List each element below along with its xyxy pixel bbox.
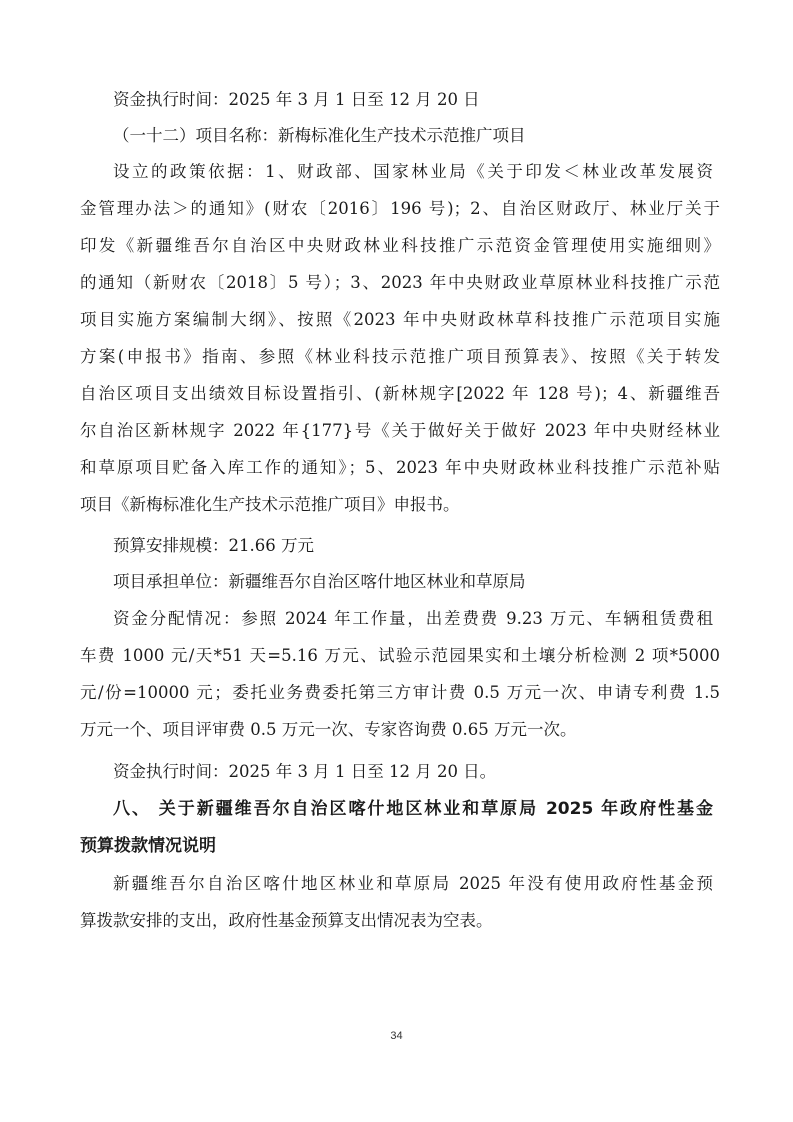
policy-basis-line: 项目《新梅标准化生产技术示范推广项目》申报书。	[80, 495, 460, 514]
fund-allocation-line: 元/份=10000 元；委托业务费委托第三方审计费 0.5 万元一次、申请专利费 1.5	[80, 683, 720, 702]
section-8-heading: 八、 关于新疆维吾尔自治区喀什地区林业和草原局 2025 年政府性基金	[113, 799, 713, 819]
policy-basis-line: 尔自治区新林规字 2022 年{177}号《关于做好关于做好 2023 年中央财经林业	[80, 421, 720, 440]
policy-basis-line: 和草原项目贮备入库工作的通知》；5、2023 年中央财政林业科技推广示范补贴	[80, 458, 720, 477]
fund-allocation-line: 资金分配情况：参照 2024 年工作量，出差费费 9.23 万元、车辆租赁费租	[113, 609, 713, 628]
section-8-heading: 预算拨款情况说明	[80, 836, 216, 856]
section-8-body-line: 新疆维吾尔自治区喀什地区林业和草原局 2025 年没有使用政府性基金预	[113, 874, 713, 893]
policy-basis-line: 印发《新疆维吾尔自治区中央财政林业科技推广示范资金管理使用实施细则》	[80, 236, 720, 255]
policy-basis-line: 自治区项目支出绩效目标设置指引、(新林规字[2022 年 128 号)；4、新疆维吾	[80, 384, 720, 403]
policy-basis-line: 项目实施方案编制大纲》、按照《2023 年中央财政林草科技推广示范项目实施	[80, 310, 720, 329]
policy-basis-line: 金管理办法＞的通知》(财农〔2016〕196 号)；2、自治区财政厅、林业厅关于	[80, 199, 720, 218]
policy-basis-line: 的通知（新财农〔2018〕5 号）；3、2023 年中央财政业草原林业科技推广示范	[80, 273, 720, 292]
exec-time-1: 资金执行时间：2025 年 3 月 1 日至 12 月 20 日	[113, 90, 480, 109]
policy-basis-line: 设立的政策依据：1、财政部、国家林业局《关于印发＜林业改革发展资	[113, 162, 713, 181]
fund-allocation-line: 万元一个、项目评审费 0.5 万元一次、专家咨询费 0.65 万元一次。	[80, 720, 577, 739]
exec-time-2: 资金执行时间：2025 年 3 月 1 日至 12 月 20 日。	[113, 762, 497, 781]
page-number: 34	[390, 1030, 403, 1042]
section-8-body-line: 算拨款安排的支出，政府性基金预算支出情况表为空表。	[80, 911, 493, 930]
policy-basis-line: 方案(申报书》指南、参照《林业科技示范推广项目预算表》、按照《关于转发	[80, 347, 720, 366]
fund-allocation-line: 车费 1000 元/天*51 天=5.16 万元、试验示范园果实和土壤分析检测 2 项*5000	[80, 646, 720, 665]
budget-scale: 预算安排规模：21.66 万元	[113, 536, 314, 555]
undertaking-unit: 项目承担单位：新疆维吾尔自治区喀什地区林业和草原局	[113, 572, 526, 591]
project-12-name: （一十二）项目名称：新梅标准化生产技术示范推广项目	[113, 126, 526, 145]
